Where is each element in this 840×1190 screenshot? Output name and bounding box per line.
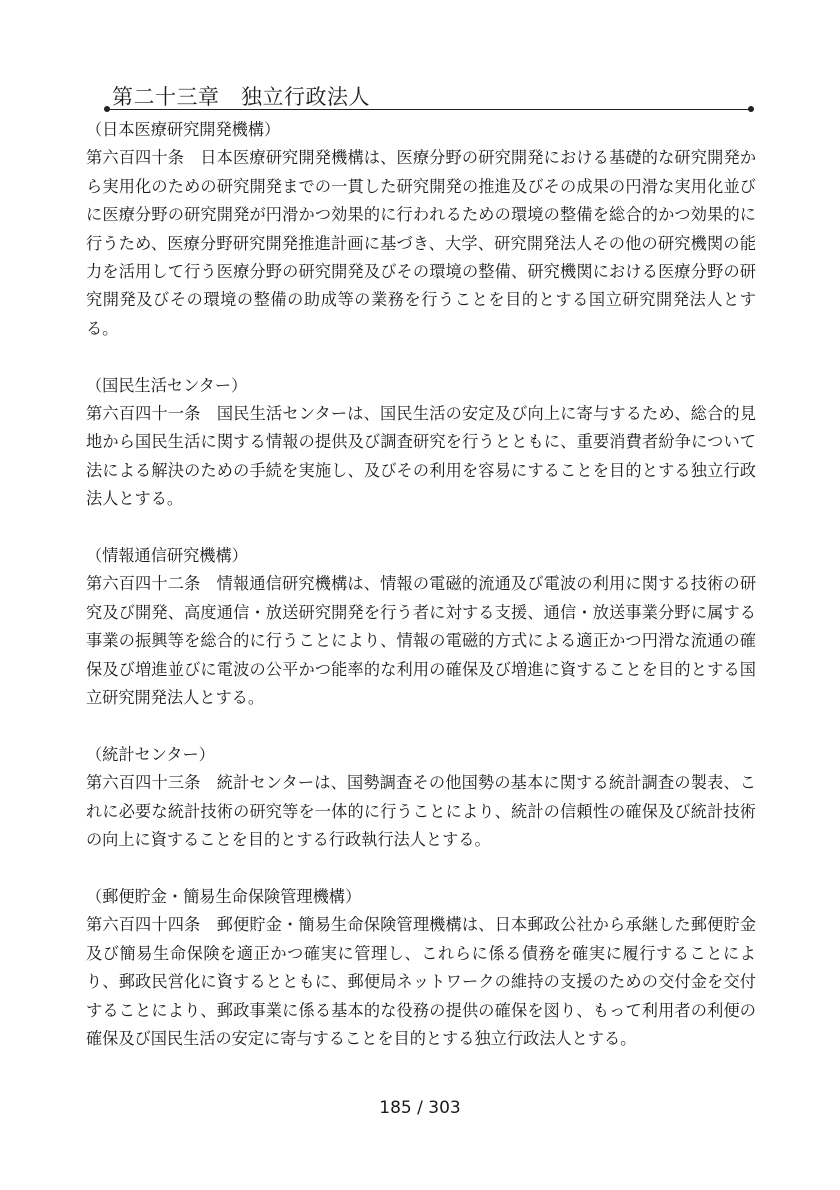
article-caption: （日本医療研究開発機構）: [86, 120, 281, 139]
chapter-title: 第二十三章 独立行政法人: [112, 85, 370, 109]
article-content: 国民生活センターは、国民生活の安定及び向上に寄与するため、総合的見地から国民生活に関する情報の提供及び調査研究を行うとともに、重要消費者紛争について法による解決のための手続を実施し、及びその利用を容易にすることを目的とする独立行政法人とする。: [86, 404, 757, 509]
article-644: [86, 883, 756, 1053]
article-641: [86, 372, 756, 514]
header-rule: [106, 109, 752, 110]
page-number: 185 / 303: [379, 1098, 461, 1118]
chapter-header: [106, 84, 752, 112]
article-number: 第六百四十四条: [86, 915, 201, 935]
article-text: [86, 570, 756, 712]
article-number: 第六百四十三条: [86, 773, 201, 793]
article-number: 第六百四十条: [86, 148, 185, 168]
article-text: [86, 911, 756, 1053]
header-rule-right-dot: [748, 106, 754, 112]
article-content: 統計センターは、国勢調査その他国勢の基本に関する統計調査の製表、これに必要な統計技術の研究等を一体的に行うことにより、統計の信頼性の確保及び統計技術の向上に資することを目的とする行政執行法人とする。: [86, 773, 756, 850]
article-643: [86, 741, 756, 855]
article-caption: （郵便貯金・簡易生命保険管理機構）: [86, 886, 362, 906]
article-640: [86, 116, 756, 343]
article-text: [86, 400, 756, 514]
article-642: [86, 542, 756, 712]
article-content: 日本医療研究開発機構は、医療分野の研究開発における基礎的な研究開発から実用化のための研究開発までの一貫した研究開発の推進及びその成果の円滑な実用化並びに医療分野の研究開発が円滑かつ効果的に行われるための環境の整備を総合的かつ効果的に行うため、医療分野研究開発推進計画に基づき、大学、研究開発法人その他の研究機関の能力を活用して行う医療分野の研究開発及びその環境の整備、研究機関における医療分野の研究開発及びその環境の整備の助成等の業務を行うことを目的とする国立研究開発法人とする。: [86, 148, 757, 338]
article-content: 情報通信研究機構は、情報の電磁的流通及び電波の利用に関する技術の研究及び開発、高度通信・放送研究開発を行う者に対する支援、通信・放送事業分野に属する事業の振興等を総合的に行うことにより、情報の電磁的方式による適正かつ円滑な流通の確保及び増進並びに電波の公平かつ能率的な利用の確保及び増進に資することを目的とする国立研究開発法人とする。: [86, 574, 757, 708]
article-number: 第六百四十一条: [86, 404, 201, 424]
article-caption: （国民生活センター）: [86, 375, 248, 395]
article-caption: （統計センター）: [86, 744, 215, 764]
article-content: 郵便貯金・簡易生命保険管理機構は、日本郵政公社から承継した郵便貯金及び簡易生命保険を適正かつ確実に管理し、これらに係る債務を確実に履行することにより、郵政民営化に資するとともに、郵便局ネットワークの維持の支援のための交付金を交付することにより、郵政事業に係る基本的な役務の提供の確保を図り、もって利用者の利便の確保及び国民生活の安定に寄与することを目的とする独立行政法人とする。: [86, 915, 757, 1048]
article-text: [86, 144, 756, 343]
header-rule-left-dot: [104, 106, 110, 112]
article-number: 第六百四十二条: [86, 574, 201, 594]
article-text: [86, 769, 756, 854]
article-caption: （情報通信研究機構）: [86, 546, 248, 566]
document-body: [86, 116, 756, 1053]
